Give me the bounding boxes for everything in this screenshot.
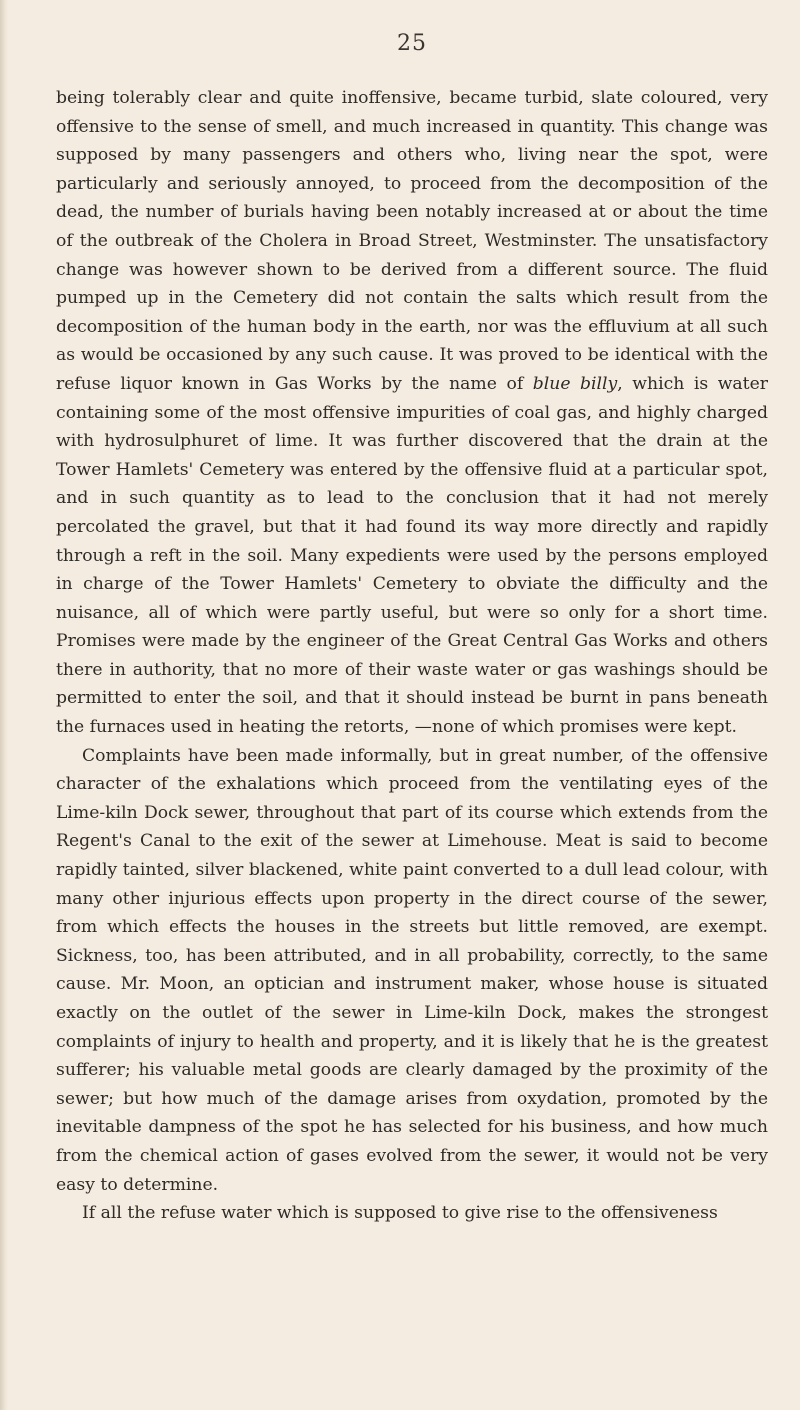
paragraph-2: Complaints have been made informally, but in great number, of the offensive character of the exhalations which proceed from the ventilating eyes of the Lime-kiln Dock sewer, throughout that part of its course which extends from the Regent's Canal to the exit of the sewer at Limehouse. Meat is said to become rapidly tainted, silver blackened, white paint converted to a dull lead colour, with many other injurious effects upon property in the direct course of the sewer, from which effects the houses in the streets but little removed, are exempt. Sickness, too, has been attributed, and in all probability, correctly, to the same cause. Mr. Moon, an optician and instrument maker, whose house is situated exactly on the outlet of the sewer in Lime-kiln Dock, makes the strongest complaints of injury to health and property, and it is likely that he is the greatest sufferer; his valuable metal goods are clearly damaged by the proximity of the sewer; but how much of the damage arises from oxydation, promoted by the inevitable dampness of the spot he has selected for his business, and how much from the chemical action of gases evolved from the sewer, it would not be very easy to determine. bbox=[56, 745, 768, 1195]
document-page bbox=[56, 30, 768, 1228]
page-number: 25 bbox=[397, 31, 427, 56]
paragraph-1-emphasis-blue-billy: blue billy bbox=[532, 373, 618, 394]
paragraph-3: If all the refuse water which is supposed to give rise to the offensiveness bbox=[82, 1203, 718, 1224]
paragraph-1-text-a: being tolerably clear and quite inoffensive, became turbid, slate coloured, very offensive to the sense of smell, and much increased in quantity. This change was supposed by many passengers and others who, living near the spot, were particularly and seriously annoyed, to proceed from the decomposition of the dead, the number of burials having been notably increased at or about the time of the outbreak of the Cholera in Broad Street, Westminster. The unsatisfactory change was however shown to be derived from a different source. The fluid pumped up in the Cemetery did not contain the salts which result from the decomposition of the human body in the earth, nor was the effluvium at all such as would be occasioned by any such cause. It was proved to be identical with the refuse liquor known in Gas Works by the name of bbox=[56, 88, 768, 394]
scan-edge-shadow bbox=[0, 0, 8, 1410]
paragraph-1 bbox=[56, 84, 768, 742]
paragraph-1-text-b: , which is water containing some of the most offensive impurities of coal gas, and highly charged with hydrosulphuret of lime. It was further discovered that the drain at the Tower Hamlets' Cemetery was entered by the offensive fluid at a particular spot, and in such quantity as to lead to the conclusion that it had not merely percolated the gravel, but that it had found its way more directly and rapidly through a reft in the soil. Many expedients were used by the persons employed in charge of the Tower Hamlets' Cemetery to obviate the difficulty and the nuisance, all of which were partly useful, but were so only for a short time. Promises were made by the engineer of the Great Central Gas Works and others there in authority, that no more of their waste water or gas washings should be permitted to enter the soil, and that it should instead be burnt in pans beneath the furnaces used in heating the retorts, —none of which promises were kept. bbox=[56, 373, 768, 738]
